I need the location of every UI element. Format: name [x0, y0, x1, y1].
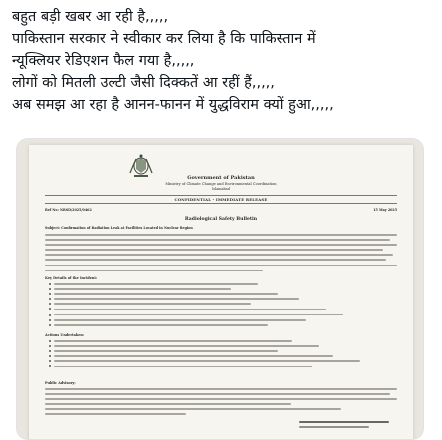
document-date: 15 May 2025: [373, 208, 397, 212]
post-line-5: अब समझ आ रहा है आनन-फानन में युद्धविराम क्यों हुआ,,,,,: [12, 97, 334, 113]
incident-list: [49, 283, 389, 329]
section-incident-heading: Key Details of the Incident:: [45, 276, 98, 280]
section-actions-heading: Actions Undertaken:: [45, 333, 85, 337]
section-advisory-heading: Public Advisory:: [45, 381, 76, 385]
government-title: Government of Pakistan: [187, 175, 255, 181]
city-name: Islamabad: [212, 187, 230, 191]
reference-number: Ref No: NRSD/2025/0462: [45, 208, 92, 212]
post-line-4: लोगों को मितली उल्टी जैसी दिक्कतें आ रहीं हैं,,,,,: [12, 75, 275, 91]
intro-paragraph: [45, 234, 397, 275]
header-rule-bottom: [45, 203, 397, 204]
classification-label: CONFIDENTIAL - IMMEDIATE RELEASE: [174, 197, 268, 202]
post-text: [12, 6, 436, 116]
attached-image[interactable]: [16, 138, 424, 440]
ministry-name: Ministry of Climate Change and Environmental Coordination: [165, 182, 277, 186]
signature-block: [299, 421, 389, 431]
document-subject: Subject: Confirmation of Radiation Leak at Facilities Located in Nuclear Region: [45, 226, 193, 230]
post-line-2: पाकिस्तान सरकार ने स्वीकार कर लिया है कि पाकिस्तान में: [12, 31, 316, 47]
bulletin-title: Radiological Safety Bulletin: [184, 217, 258, 222]
header-rule-top: [45, 195, 397, 196]
document-page: [29, 145, 413, 440]
post-line-1: बहुत बड़ी खबर आ रही है,,,,,: [12, 9, 169, 25]
actions-list: [49, 340, 389, 371]
post-line-3: न्यूक्लियर रेडिएशन फैल गया है,,,,,: [12, 53, 195, 69]
advisory-paragraph: [45, 388, 397, 419]
